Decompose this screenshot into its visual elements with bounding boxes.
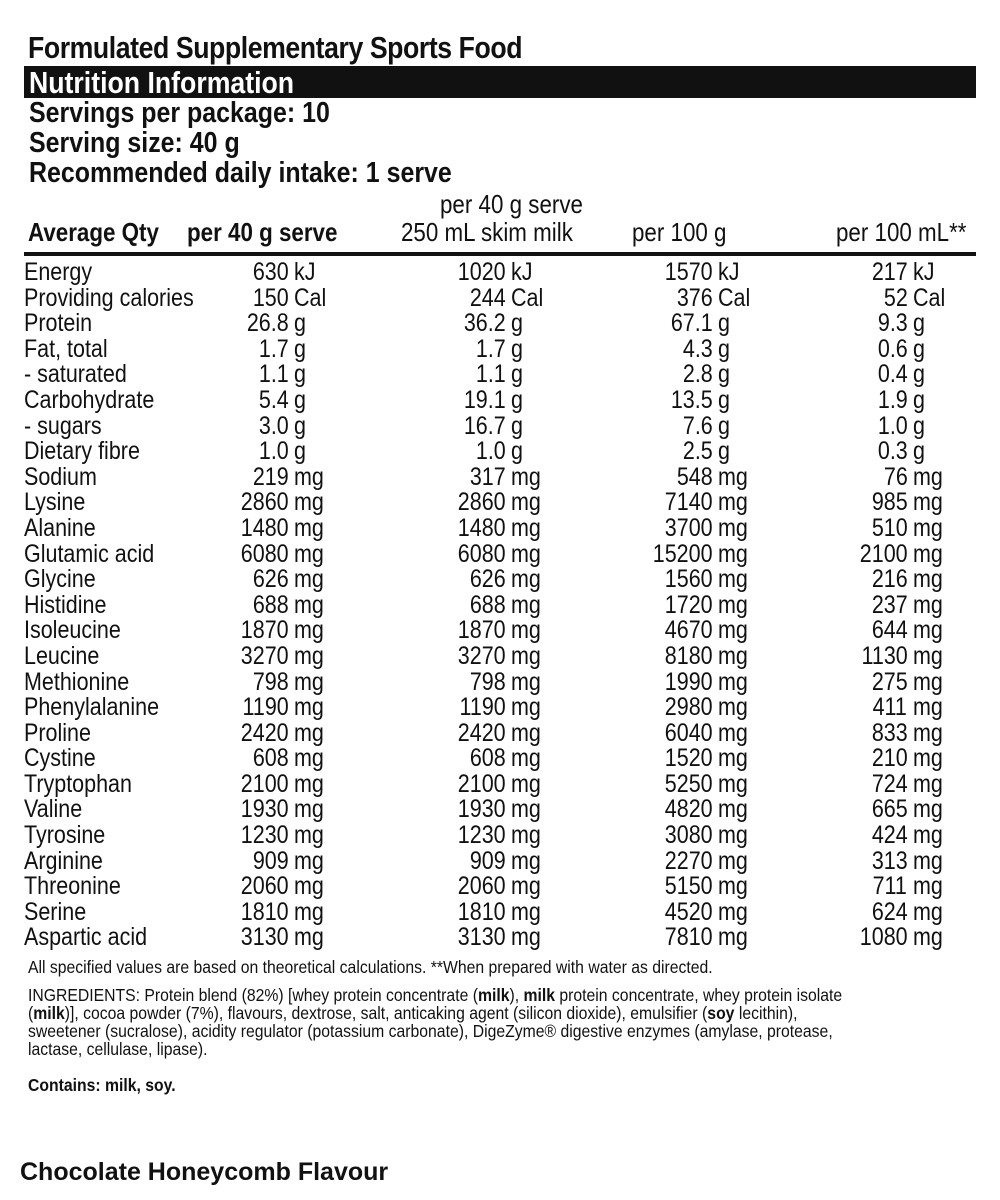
unit-per-100g: g	[718, 334, 731, 363]
unit-with-milk: mg	[511, 744, 542, 773]
value-per-serve: 1.1	[258, 360, 289, 389]
value-with-milk: 909	[469, 846, 506, 875]
table-row	[24, 260, 967, 286]
unit-per-100g: mg	[718, 744, 749, 773]
value-per-100g: 7140	[664, 488, 713, 517]
unit-with-milk: mg	[511, 897, 542, 926]
value-per-100ml: 217	[871, 258, 908, 286]
table-row	[24, 311, 967, 337]
unit-with-milk: g	[511, 334, 524, 363]
value-per-100g: 3700	[664, 513, 713, 542]
unit-with-milk: g	[511, 309, 524, 338]
value-per-serve: 626	[252, 565, 289, 594]
unit-per-serve: mg	[294, 718, 325, 747]
value-with-milk: 626	[469, 565, 506, 594]
value-per-serve: 3130	[240, 923, 289, 952]
unit-per-100ml: g	[913, 309, 926, 338]
value-per-serve: 3.0	[258, 411, 289, 440]
value-per-100ml: 711	[873, 872, 908, 901]
unit-per-serve: mg	[294, 667, 325, 696]
unit-per-100g: mg	[718, 488, 749, 517]
footnote: All specified values are based on theoretical calculations. **When prepared with water as directed.	[28, 957, 713, 977]
nutrient-name: Aspartic acid	[24, 923, 148, 952]
value-per-100g: 7810	[664, 923, 713, 952]
value-per-100ml: 833	[871, 718, 908, 747]
value-with-milk: 16.7	[463, 411, 506, 440]
unit-per-100ml: mg	[913, 897, 944, 926]
unit-with-milk: mg	[511, 872, 542, 901]
unit-with-milk: mg	[511, 641, 542, 670]
table-row	[24, 644, 967, 670]
nutrient-name: Fat, total	[24, 334, 108, 363]
unit-per-serve: g	[294, 411, 307, 440]
product-type-title: Formulated Supplementary Sports Food	[28, 30, 523, 65]
col-header-per-100g: per 100 g	[632, 217, 727, 247]
value-per-100ml: 76	[883, 462, 908, 491]
nutrient-name: - sugars	[24, 411, 102, 440]
nutrient-name: Histidine	[24, 590, 107, 619]
value-per-100g: 376	[676, 283, 713, 312]
unit-per-serve: mg	[294, 539, 325, 568]
unit-per-serve: g	[294, 309, 307, 338]
value-per-100g: 4520	[664, 897, 713, 926]
unit-per-100ml: Cal	[913, 283, 946, 312]
unit-per-100ml: g	[913, 411, 926, 440]
value-per-100g: 3080	[664, 821, 713, 850]
value-per-serve: 909	[252, 846, 289, 875]
value-per-100g: 2.5	[682, 437, 713, 466]
value-per-100g: 1720	[664, 590, 713, 619]
unit-with-milk: g	[511, 437, 524, 466]
unit-per-serve: mg	[294, 462, 325, 491]
unit-per-serve: mg	[294, 846, 325, 875]
value-per-100ml: 665	[871, 795, 908, 824]
value-per-100ml: 1.0	[877, 411, 908, 440]
col-header-per-100ml: per 100 mL**	[836, 217, 967, 247]
value-per-100ml: 724	[871, 769, 908, 798]
value-per-serve: 219	[252, 462, 289, 491]
value-per-serve: 1.7	[258, 334, 289, 363]
col-header-milk-top: per 40 g serve	[440, 189, 583, 219]
value-per-serve: 630	[252, 258, 289, 286]
value-per-100ml: 644	[871, 616, 908, 645]
unit-with-milk: Cal	[511, 283, 544, 312]
panel-title: Nutrition Information	[29, 65, 295, 100]
value-with-milk: 19.1	[463, 385, 506, 414]
nutrient-name: Providing calories	[24, 283, 194, 312]
col-header-per-serve: per 40 g serve	[187, 217, 338, 247]
value-per-100ml: 985	[871, 488, 908, 517]
table-row	[24, 746, 967, 772]
value-per-100g: 5150	[664, 872, 713, 901]
unit-per-100g: mg	[718, 897, 749, 926]
nutrition-information-header-bar	[24, 66, 976, 98]
value-with-milk: 1.0	[475, 437, 506, 466]
nutrient-name: Protein	[24, 309, 93, 338]
value-per-serve: 688	[252, 590, 289, 619]
value-per-serve: 1870	[240, 616, 289, 645]
unit-per-100g: g	[718, 437, 731, 466]
unit-per-100ml: kJ	[913, 258, 935, 286]
nutrient-name: Threonine	[24, 872, 121, 901]
value-per-100ml: 313	[871, 846, 908, 875]
unit-per-100ml: mg	[913, 923, 944, 952]
value-per-serve: 150	[252, 283, 289, 312]
nutrient-name: Leucine	[24, 641, 100, 670]
value-per-serve: 1.0	[258, 437, 289, 466]
unit-per-100ml: mg	[913, 744, 944, 773]
value-with-milk: 244	[469, 283, 506, 312]
nutrient-name: Sodium	[24, 462, 97, 491]
unit-per-serve: mg	[294, 744, 325, 773]
unit-per-100g: mg	[718, 846, 749, 875]
value-per-100g: 4670	[664, 616, 713, 645]
unit-per-100ml: mg	[913, 590, 944, 619]
value-per-100ml: 2100	[859, 539, 908, 568]
value-with-milk: 1.7	[475, 334, 506, 363]
unit-per-100ml: mg	[913, 821, 944, 850]
table-row	[24, 849, 967, 875]
unit-per-serve: g	[294, 385, 307, 414]
allergen-statement: Contains: milk, soy.	[28, 1075, 176, 1095]
value-per-100g: 1560	[664, 565, 713, 594]
unit-with-milk: mg	[511, 846, 542, 875]
unit-per-100g: mg	[718, 641, 749, 670]
nutrient-name: Dietary fibre	[24, 437, 140, 466]
unit-per-100ml: mg	[913, 462, 944, 491]
value-with-milk: 1.1	[475, 360, 506, 389]
table-row	[24, 490, 967, 516]
value-per-100ml: 9.3	[877, 309, 908, 338]
unit-with-milk: mg	[511, 539, 542, 568]
table-row	[24, 362, 967, 388]
unit-with-milk: kJ	[511, 258, 533, 286]
unit-per-100ml: mg	[913, 488, 944, 517]
unit-with-milk: mg	[511, 462, 542, 491]
unit-with-milk: mg	[511, 590, 542, 619]
recommended-daily-intake: Recommended daily intake: 1 serve	[29, 157, 452, 189]
value-per-100ml: 624	[871, 897, 908, 926]
unit-per-serve: mg	[294, 616, 325, 645]
value-per-serve: 2860	[240, 488, 289, 517]
value-per-100ml: 0.4	[877, 360, 908, 389]
value-with-milk: 1480	[457, 513, 506, 542]
table-row	[24, 797, 967, 823]
unit-per-serve: mg	[294, 769, 325, 798]
table-row	[24, 388, 967, 414]
unit-with-milk: mg	[511, 513, 542, 542]
unit-with-milk: mg	[511, 565, 542, 594]
unit-per-100ml: mg	[913, 769, 944, 798]
table-row	[24, 593, 967, 619]
unit-with-milk: mg	[511, 488, 542, 517]
unit-per-100ml: g	[913, 360, 926, 389]
value-per-100g: 4.3	[682, 334, 713, 363]
unit-per-100ml: mg	[913, 616, 944, 645]
unit-with-milk: mg	[511, 718, 542, 747]
unit-per-100g: mg	[718, 565, 749, 594]
unit-per-serve: mg	[294, 513, 325, 542]
value-per-serve: 1930	[240, 795, 289, 824]
unit-per-100g: g	[718, 385, 731, 414]
nutrient-name: Methionine	[24, 667, 130, 696]
col-header-average-qty: Average Qty	[28, 217, 159, 247]
unit-per-serve: mg	[294, 590, 325, 619]
value-with-milk: 1810	[457, 897, 506, 926]
value-per-serve: 2100	[240, 769, 289, 798]
value-per-100g: 548	[676, 462, 713, 491]
unit-per-serve: mg	[294, 821, 325, 850]
table-row	[24, 286, 967, 312]
nutrient-name: Energy	[24, 258, 93, 286]
unit-per-100g: kJ	[718, 258, 740, 286]
value-with-milk: 798	[469, 667, 506, 696]
unit-per-serve: mg	[294, 897, 325, 926]
unit-per-serve: mg	[294, 795, 325, 824]
value-with-milk: 3130	[457, 923, 506, 952]
unit-per-serve: g	[294, 437, 307, 466]
value-with-milk: 688	[469, 590, 506, 619]
value-with-milk: 317	[469, 462, 506, 491]
unit-per-100ml: mg	[913, 846, 944, 875]
table-row	[24, 465, 967, 491]
unit-per-100ml: g	[913, 334, 926, 363]
ingredients-line-3: sweetener (sucralose), acidity regulator (potassium carbonate), DigeZyme® digestive enzymes (amylase, protease,	[28, 1021, 833, 1041]
value-per-100ml: 1.9	[877, 385, 908, 414]
nutrient-name: Phenylalanine	[24, 693, 160, 722]
value-per-100ml: 411	[873, 693, 908, 722]
nutrient-name: Arginine	[24, 846, 103, 875]
serving-size: Serving size: 40 g	[29, 127, 240, 159]
col-header-milk-bottom: 250 mL skim milk	[401, 217, 573, 247]
unit-per-100g: g	[718, 411, 731, 440]
value-per-100ml: 275	[871, 667, 908, 696]
value-per-serve: 798	[252, 667, 289, 696]
unit-per-100g: mg	[718, 795, 749, 824]
value-with-milk: 1870	[457, 616, 506, 645]
value-per-100ml: 1080	[859, 923, 908, 952]
nutrient-name: Glycine	[24, 565, 96, 594]
table-row	[24, 618, 967, 644]
nutrient-name: Tryptophan	[24, 769, 132, 798]
value-per-serve: 1190	[242, 693, 289, 722]
value-with-milk: 2060	[457, 872, 506, 901]
value-per-100g: 6040	[664, 718, 713, 747]
value-per-serve: 1230	[240, 821, 289, 850]
value-per-100ml: 424	[871, 821, 908, 850]
value-per-100ml: 510	[871, 513, 908, 542]
value-per-100ml: 52	[883, 283, 908, 312]
unit-per-100g: mg	[718, 821, 749, 850]
unit-with-milk: mg	[511, 616, 542, 645]
value-with-milk: 1190	[459, 693, 506, 722]
servings-per-package: Servings per package: 10	[29, 97, 330, 129]
value-per-100g: 13.5	[670, 385, 713, 414]
table-row	[24, 772, 967, 798]
value-per-100g: 8180	[664, 641, 713, 670]
table-row	[24, 414, 967, 440]
unit-with-milk: mg	[511, 821, 542, 850]
value-per-100g: 1570	[664, 258, 713, 286]
unit-with-milk: mg	[511, 769, 542, 798]
nutrient-name: Carbohydrate	[24, 385, 155, 414]
unit-per-serve: mg	[294, 488, 325, 517]
value-per-serve: 2060	[240, 872, 289, 901]
value-with-milk: 1230	[457, 821, 506, 850]
value-per-100ml: 216	[871, 565, 908, 594]
unit-per-100ml: mg	[913, 539, 944, 568]
value-with-milk: 1020	[457, 258, 506, 286]
unit-per-100g: mg	[718, 693, 749, 722]
unit-per-100g: mg	[718, 539, 749, 568]
value-per-100g: 67.1	[670, 309, 713, 338]
table-row	[24, 567, 967, 593]
ingredients-line-4: lactase, cellulase, lipase).	[28, 1039, 208, 1059]
nutrient-name: Isoleucine	[24, 616, 121, 645]
value-per-100g: 2.8	[682, 360, 713, 389]
nutrient-name: - saturated	[24, 360, 127, 389]
unit-per-100ml: mg	[913, 667, 944, 696]
value-per-serve: 6080	[240, 539, 289, 568]
unit-per-100g: mg	[718, 872, 749, 901]
unit-per-100g: mg	[718, 667, 749, 696]
unit-with-milk: g	[511, 411, 524, 440]
unit-per-serve: mg	[294, 565, 325, 594]
value-per-100g: 2270	[664, 846, 713, 875]
nutrient-name: Cystine	[24, 744, 96, 773]
unit-per-100ml: g	[913, 385, 926, 414]
unit-per-serve: kJ	[294, 258, 316, 286]
value-per-serve: 608	[252, 744, 289, 773]
table-row	[24, 925, 967, 951]
table-row	[24, 721, 967, 747]
value-per-100ml: 1130	[861, 641, 908, 670]
unit-with-milk: mg	[511, 667, 542, 696]
ingredients-line-2: (milk)], cocoa powder (7%), flavours, dextrose, salt, anticaking agent (silicon dioxide), emulsifier (soy lecithin),	[28, 1003, 798, 1023]
unit-per-100g: g	[718, 309, 731, 338]
value-per-100g: 1990	[664, 667, 713, 696]
unit-per-100g: mg	[718, 718, 749, 747]
table-row	[24, 874, 967, 900]
nutrient-name: Tyrosine	[24, 821, 106, 850]
value-with-milk: 608	[469, 744, 506, 773]
unit-with-milk: g	[511, 385, 524, 414]
value-per-100g: 7.6	[682, 411, 713, 440]
value-per-serve: 2420	[240, 718, 289, 747]
unit-per-100ml: mg	[913, 513, 944, 542]
unit-per-100g: mg	[718, 462, 749, 491]
unit-per-100ml: mg	[913, 693, 944, 722]
value-per-100ml: 0.6	[877, 334, 908, 363]
value-with-milk: 2860	[457, 488, 506, 517]
unit-per-100g: g	[718, 360, 731, 389]
unit-per-100g: mg	[718, 616, 749, 645]
value-per-100ml: 237	[871, 590, 908, 619]
table-row	[24, 439, 967, 465]
table-row	[24, 670, 967, 696]
unit-per-serve: g	[294, 360, 307, 389]
unit-with-milk: mg	[511, 693, 542, 722]
unit-per-100ml: mg	[913, 795, 944, 824]
value-per-serve: 5.4	[258, 385, 289, 414]
value-per-100ml: 0.3	[877, 437, 908, 466]
value-per-serve: 3270	[240, 641, 289, 670]
nutrient-name: Valine	[24, 795, 83, 824]
header-rule	[24, 252, 976, 256]
value-with-milk: 36.2	[463, 309, 506, 338]
value-per-100g: 5250	[664, 769, 713, 798]
table-row	[24, 337, 967, 363]
value-per-serve: 1480	[240, 513, 289, 542]
unit-per-100ml: mg	[913, 565, 944, 594]
unit-per-100ml: mg	[913, 718, 944, 747]
table-row	[24, 542, 967, 568]
value-with-milk: 6080	[457, 539, 506, 568]
value-with-milk: 1930	[457, 795, 506, 824]
unit-with-milk: g	[511, 360, 524, 389]
ingredients-line-1: INGREDIENTS: Protein blend (82%) [whey protein concentrate (milk), milk protein concentrate, whey protein isolate	[28, 985, 843, 1005]
value-with-milk: 3270	[457, 641, 506, 670]
unit-per-100ml: mg	[913, 641, 944, 670]
unit-per-serve: g	[294, 334, 307, 363]
unit-per-serve: mg	[294, 693, 325, 722]
table-row	[24, 695, 967, 721]
unit-with-milk: mg	[511, 923, 542, 952]
nutrient-name: Lysine	[24, 488, 86, 517]
nutrient-name: Serine	[24, 897, 87, 926]
value-per-100g: 15200	[652, 539, 713, 568]
unit-per-serve: Cal	[294, 283, 327, 312]
table-row	[24, 823, 967, 849]
unit-per-100ml: g	[913, 437, 926, 466]
unit-per-serve: mg	[294, 872, 325, 901]
unit-per-100ml: mg	[913, 872, 944, 901]
nutrient-name: Proline	[24, 718, 91, 747]
unit-per-100g: mg	[718, 923, 749, 952]
table-row	[24, 516, 967, 542]
unit-with-milk: mg	[511, 795, 542, 824]
nutrient-name: Alanine	[24, 513, 96, 542]
nutrition-table	[24, 260, 967, 951]
nutrient-name: Glutamic acid	[24, 539, 155, 568]
unit-per-100g: Cal	[718, 283, 751, 312]
value-per-serve: 1810	[240, 897, 289, 926]
value-per-100g: 4820	[664, 795, 713, 824]
value-per-serve: 26.8	[246, 309, 289, 338]
unit-per-100g: mg	[718, 769, 749, 798]
value-with-milk: 2100	[457, 769, 506, 798]
unit-per-serve: mg	[294, 641, 325, 670]
flavour-name: Chocolate Honeycomb Flavour	[20, 1158, 389, 1186]
unit-per-100g: mg	[718, 590, 749, 619]
value-with-milk: 2420	[457, 718, 506, 747]
table-row	[24, 900, 967, 926]
unit-per-serve: mg	[294, 923, 325, 952]
value-per-100g: 2980	[664, 693, 713, 722]
unit-per-100g: mg	[718, 513, 749, 542]
value-per-100g: 1520	[664, 744, 713, 773]
value-per-100ml: 210	[871, 744, 908, 773]
